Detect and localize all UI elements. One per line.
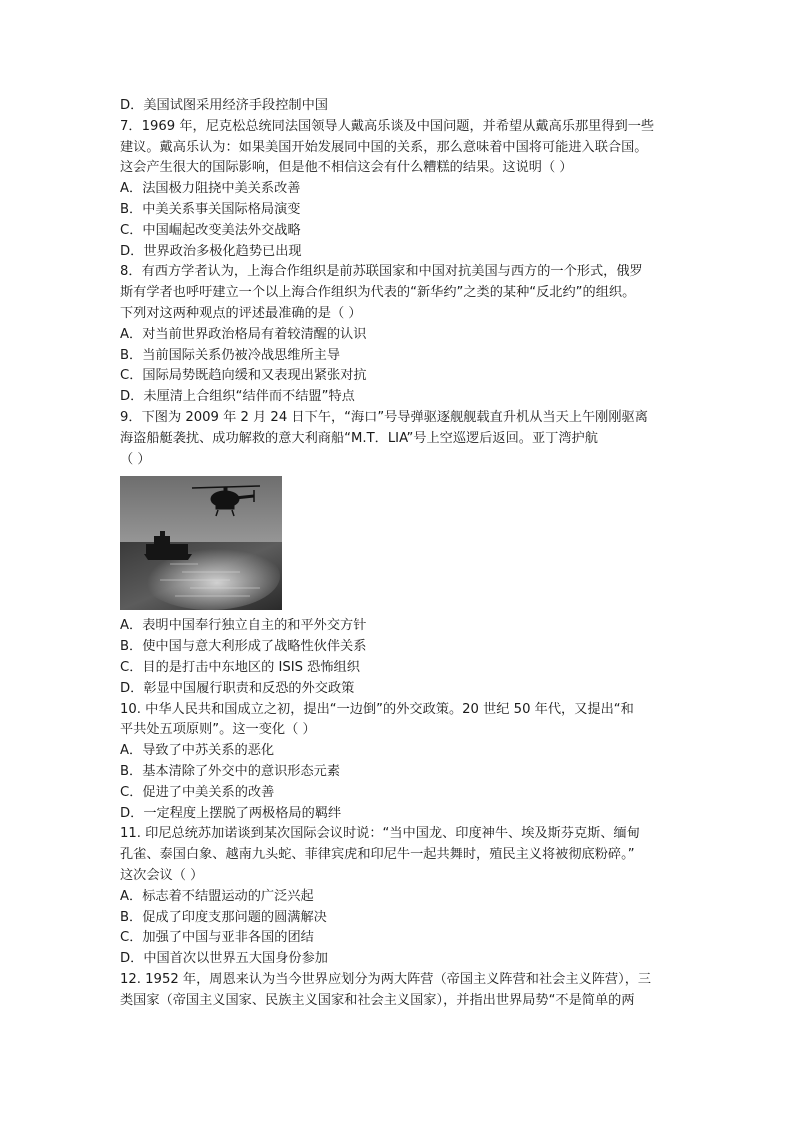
question-7-option-c: C．中国崛起改变美法外交战略: [120, 222, 301, 238]
question-12-line-1: 12. 1952 年，周恩来认为当今世界应划分为两大阵营（帝国主义阵营和社会主义阵营），三: [120, 971, 652, 987]
question-12-line-2: 类国家（帝国主义国家、民族主义国家和社会主义国家），并指出世界局势“不是简单的两: [120, 992, 635, 1008]
question-9-option-d: D．彰显中国履行职责和反恐的外交政策: [120, 680, 355, 696]
question-11-line-1: 11. 印尼总统苏加诺谈到某次国际会议时说：“当中国龙、印度神牛、埃及斯芬克斯、缅甸: [120, 826, 640, 842]
question-10-line-1: 10. 中华人民共和国成立之初，提出“一边倒”的外交政策。20 世纪 50 年代，又提出“和: [120, 701, 634, 717]
question-7-option-b: B．中美关系事关国际格局演变: [120, 201, 301, 217]
question-8-option-c: C．国际局势既趋向缓和又表现出紧张对抗: [120, 368, 367, 384]
question-9-line-1: 9．下图为 2009 年 2 月 24 日下午，“海口”号导弹驱逐舰舰载直升机从当天上午刚刚驱离: [120, 409, 648, 425]
question-11-option-d: D．中国首次以世界五大国身份参加: [120, 951, 328, 967]
question-10-line-2: 平共处五项原则”。这一变化（ ）: [120, 722, 316, 738]
question-8-option-b: B．当前国际关系仍被冷战思维所主导: [120, 347, 341, 363]
question-8-option-a: A．对当前世界政治格局有着较清醒的认识: [120, 326, 367, 342]
question-8-line-2: 斯有学者也呼吁建立一个以上海合作组织为代表的“新华约”之类的某种“反北约”的组织。: [120, 285, 636, 301]
question-11-option-c: C．加强了中国与亚非各国的团结: [120, 930, 314, 946]
option-d-q6: D．美国试图采用经济手段控制中国: [120, 98, 328, 113]
question-7-line-3: 这会产生很大的国际影响，但是他不相信这会有什么糟糕的结果。这说明（ ）: [120, 160, 573, 176]
question-8-line-1: 8．有西方学者认为，上海合作组织是前苏联国家和中国对抗美国与西方的一个形式，俄罗: [120, 264, 643, 280]
question-11-option-a: A．标志着不结盟运动的广泛兴起: [120, 888, 314, 904]
question-10-option-d: D．一定程度上摆脱了两极格局的羁绊: [120, 805, 342, 821]
question-9-option-a: A．表明中国奉行独立自主的和平外交方针: [120, 618, 367, 634]
question-11: [120, 824, 680, 970]
question-9-option-b: B．使中国与意大利形成了战略性伙伴关系: [120, 639, 367, 655]
question-7-line-2: 建议。戴高乐认为：如果美国开始发展同中国的关系，那么意味着中国将可能进入联合国。: [120, 139, 648, 155]
question-7-option-d: D．世界政治多极化趋势已出现: [120, 243, 302, 259]
question-7-line-1: 7．1969 年，尼克松总统同法国领导人戴高乐谈及中国问题，并希望从戴高乐那里得到一些: [120, 118, 655, 134]
question-9-line-2: 海盗船艇袭扰、成功解救的意大利商船“M.T．LIA”号上空巡逻后返回。亚丁湾护航: [120, 430, 598, 446]
question-10-option-a: A．导致了中苏关系的恶化: [120, 743, 275, 759]
question-10-option-b: B．基本清除了外交中的意识形态元素: [120, 763, 341, 779]
question-11-option-b: B．促成了印度支那问题的圆满解决: [120, 909, 327, 925]
question-9: [120, 408, 680, 700]
question-11-line-2: 孔雀、泰国白象、越南九头蛇、菲律宾虎和印尼牛一起共舞时，殖民主义将被彻底粉碎。”: [120, 847, 635, 863]
question-11-line-3: 这次会议（ ）: [120, 867, 204, 883]
question-8-option-d: D．未厘清上合组织“结伴而不结盟”特点: [120, 389, 355, 405]
question-10: [120, 700, 680, 825]
question-8: [120, 262, 680, 408]
question-7: [120, 117, 680, 263]
question-9-option-c: C．目的是打击中东地区的 ISIS 恐怖组织: [120, 659, 360, 675]
helicopter-ship-photo: [120, 476, 282, 610]
exam-page: [120, 96, 680, 1011]
question-8-line-3: 下列对这两种观点的评述最准确的是（ ）: [120, 305, 362, 321]
question-10-option-c: C．促进了中美关系的改善: [120, 784, 275, 800]
question-9-line-3: （ ）: [120, 451, 151, 467]
question-12: [120, 970, 680, 1012]
question-7-option-a: A．法国极力阻挠中美关系改善: [120, 181, 301, 197]
